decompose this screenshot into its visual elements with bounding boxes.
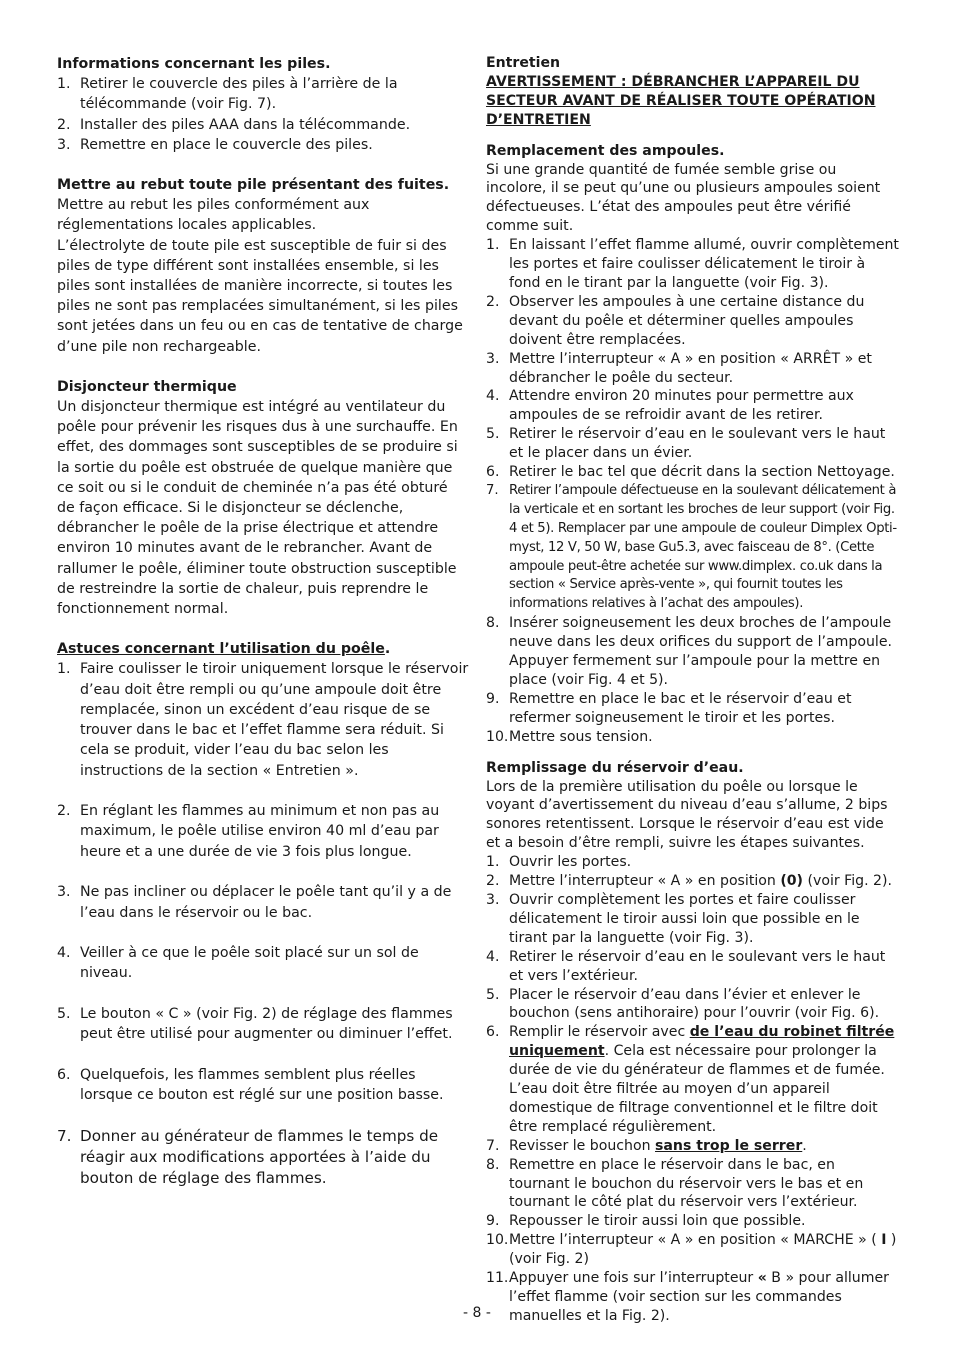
list-item: 5. Placer le réservoir d’eau dans l’évier et enlever le bouchon (sens antihoraire) pour l’ouvrir (voir Fig. 6). xyxy=(486,986,880,1022)
piles-heading: Informations concernant les piles. xyxy=(57,56,331,72)
list-item: 1. Ouvrir les portes. xyxy=(486,854,632,871)
list-item: 7. Retirer l’ampoule défectueuse en la soulevant délicatement à la verticale et en sortant les broches de leur support (voir Fig. 4 et 5). Remplacer par une ampoule de couleur Dimplex Opti-myst, 12 V, 50 W, base Gu5.3, avec faisceau de 8°. (Cette ampoule peut-être achetée sur www.dimplex. co.uk dans la section « Service après-vente », qui fournit toutes les informations relatives à l’achat des ampoules). xyxy=(486,482,897,612)
list-item: 6. Remplir le réservoir avec de l’eau du robinet filtrée uniquement. Cela est nécessaire pour prolonger la durée de vie du générateur de flammes et de fumée. L’eau doit être filtrée au moyen d’un appareil domestique de filtrage conventionnel et le filtre doit être remplacé régulièrement. xyxy=(486,1024,895,1135)
list-item: 3. Mettre l’interrupteur « A » en position « ARRÊT » et débrancher le poêle du secteur. xyxy=(486,350,872,386)
rebut-text: Mettre au rebut les piles conformément aux réglementations locales applicables. xyxy=(57,197,370,234)
list-item: 4. Veiller à ce que le poêle soit placé sur un sol de niveau. xyxy=(57,945,419,982)
list-item: 9. Remettre en place le bac et le réservoir d’eau et refermer soigneusement le tiroir et les portes. xyxy=(486,690,852,726)
list-item: 6. Retirer le bac tel que décrit dans la section Nettoyage. xyxy=(486,464,895,481)
list-item: 8. Remettre en place le réservoir dans le bac, en tournant le bouchon du réservoir vers le bas et en tournant le côté plat du réservoir vers l’extérieur. xyxy=(486,1156,864,1211)
list-item: 5. Retirer le réservoir d’eau en le soulevant vers le haut et le placer dans un évier. xyxy=(486,426,886,462)
disjoncteur-heading: Disjoncteur thermique xyxy=(57,378,237,395)
left-column xyxy=(57,54,469,1210)
list-item: 5. Le bouton « C » (voir Fig. 2) de réglage des flammes peut être utilisé pour augmenter ou diminuer l’effet. xyxy=(57,1006,453,1043)
list-item: 3. Remettre en place le couvercle des piles. xyxy=(57,136,373,153)
list-item: 11. Appuyer une fois sur l’interrupteur « B » pour allumer l’effet flamme (voir section sur les commandes manuelles et la Fig. 2). xyxy=(486,1270,889,1324)
list-item: 1. Retirer le couvercle des piles à l’arrière de la télécommande (voir Fig. 7). xyxy=(57,76,398,113)
remplissage-intro: Lors de la première utilisation du poêle ou lorsque le voyant d’avertissement du niveau d’eau s’allume, 2 bips sonores retentissent. Lorsque le réservoir d’eau est vide et a besoin d’être rempli, suivre les étapes suivantes. xyxy=(486,778,888,852)
remplissage-list xyxy=(486,853,900,1326)
list-item: 1. En laissant l’effet flamme allumé, ouvrir complètement les portes et faire coulisser délicatement le tiroir à fond en le tirant par la languette (voir Fig. 3). xyxy=(486,237,899,291)
list-item: 6. Quelquefois, les flammes semblent plus réelles lorsque ce bouton est réglé sur une position basse. xyxy=(57,1067,444,1104)
page-number: - 8 - xyxy=(463,1305,491,1321)
list-item: 1. Faire coulisser le tiroir uniquement lorsque le réservoir d’eau doit être rempli ou qu’une ampoule doit être remplacée, sinon un excédent d’eau risque de se trouver dans le bac et l’effet flamme sera réduit. Si cela se produit, vider l’eau du bac selon les instructions de la section « Entretien ». xyxy=(57,661,469,779)
list-item: 10. Mettre l’interrupteur « A » en position « MARCHE » ( I ) (voir Fig. 2) xyxy=(486,1232,897,1268)
list-item: 3. Ne pas incliner ou déplacer le poêle tant qu’il y a de l’eau dans le réservoir ou le bac. xyxy=(57,884,452,921)
list-item: 8. Insérer soigneusement les deux broches de l’ampoule neuve dans les deux orifices du support de l’ampoule. Appuyer fermement sur l’ampoule pour la mettre en place (voir Fig. 4 et 5). xyxy=(486,615,892,688)
list-item: 2. Observer les ampoules à une certaine distance du devant du poêle et déterminer quelles ampoules doivent être remplacées. xyxy=(486,293,865,348)
astuces-list xyxy=(57,659,469,1189)
list-item: 7. Revisser le bouchon sans trop le serrer. xyxy=(486,1137,807,1154)
warning-text: AVERTISSEMENT : DÉBRANCHER L’APPAREIL DU SECTEUR AVANT DE RÉALISER TOUTE OPÉRATION D’ENTRETIEN xyxy=(486,73,876,128)
list-item: 9. Repousser le tiroir aussi loin que possible. xyxy=(486,1213,806,1230)
piles-list xyxy=(57,74,469,155)
list-item: 2. En réglant les flammes au minimum et non pas au maximum, le poêle utilise environ 40 ml d’eau par heure et a une durée de vie 3 fois plus longue. xyxy=(57,803,440,860)
astuces-heading: Astuces concernant l’utilisation du poêle. xyxy=(57,641,391,658)
right-column xyxy=(486,54,900,1326)
ampoules-list xyxy=(486,236,900,746)
remplissage-heading: Remplissage du réservoir d’eau. xyxy=(486,759,744,776)
ampoules-intro: Si une grande quantité de fumée semble grise ou incolore, il se peut qu’une ou plusieurs ampoules soient défectueuses. L’état des ampoules peut être vérifié comme suit. xyxy=(486,161,881,235)
list-item: 2. Mettre l’interrupteur « A » en position (0) (voir Fig. 2). xyxy=(486,873,892,890)
list-item: 2. Installer des piles AAA dans la télécommande. xyxy=(57,116,411,133)
disjoncteur-text: Un disjoncteur thermique est intégré au ventilateur du poêle pour prévenir les risques dus à une surchauffe. En effet, des dommages sont susceptibles de se produire si la sortie du poêle est obstruée de quelque manière que ce soit ou si le conduit de cheminée n’a pas été obturé de façon efficace. Si le disjoncteur se déclenche, débrancher le poêle de la prise électrique et attendre environ 10 minutes avant de le rebrancher. Avant de rallumer le poêle, éliminer toute obstruction susceptible de restreindre la sortie de chaleur, puis reprendre le fonctionnement normal. xyxy=(57,399,458,618)
entretien-heading: Entretien xyxy=(486,55,561,71)
list-item: 3. Ouvrir complètement les portes et faire coulisser délicatement le tiroir aussi loin que possible en le tirant par la languette (voir Fig. 3). xyxy=(486,891,860,946)
list-item: 4. Retirer le réservoir d’eau en le soulevant vers le haut et vers l’extérieur. xyxy=(486,948,886,984)
ampoules-heading: Remplacement des ampoules. xyxy=(486,142,725,159)
list-item: 7. Donner au générateur de flammes le temps de réagir aux modifications apportées à l’aide du bouton de réglage des flammes. xyxy=(57,1126,439,1188)
rebut-heading: Mettre au rebut toute pile présentant des fuites. xyxy=(57,177,450,194)
list-item: 10. Mettre sous tension. xyxy=(486,728,653,745)
list-item: 4. Attendre environ 20 minutes pour permettre aux ampoules de se refroidir avant de les retirer. xyxy=(486,388,854,424)
rebut-text-2: L’électrolyte de toute pile est susceptible de fuir si des piles de type différent sont installées ensemble, si les piles sont installées de manière incorrecte, si toutes les piles ne sont pas remplacées simultanément, si les piles sont jetées dans un feu ou en cas de tentative de charge d’une pile non rechargeable. xyxy=(57,237,463,355)
